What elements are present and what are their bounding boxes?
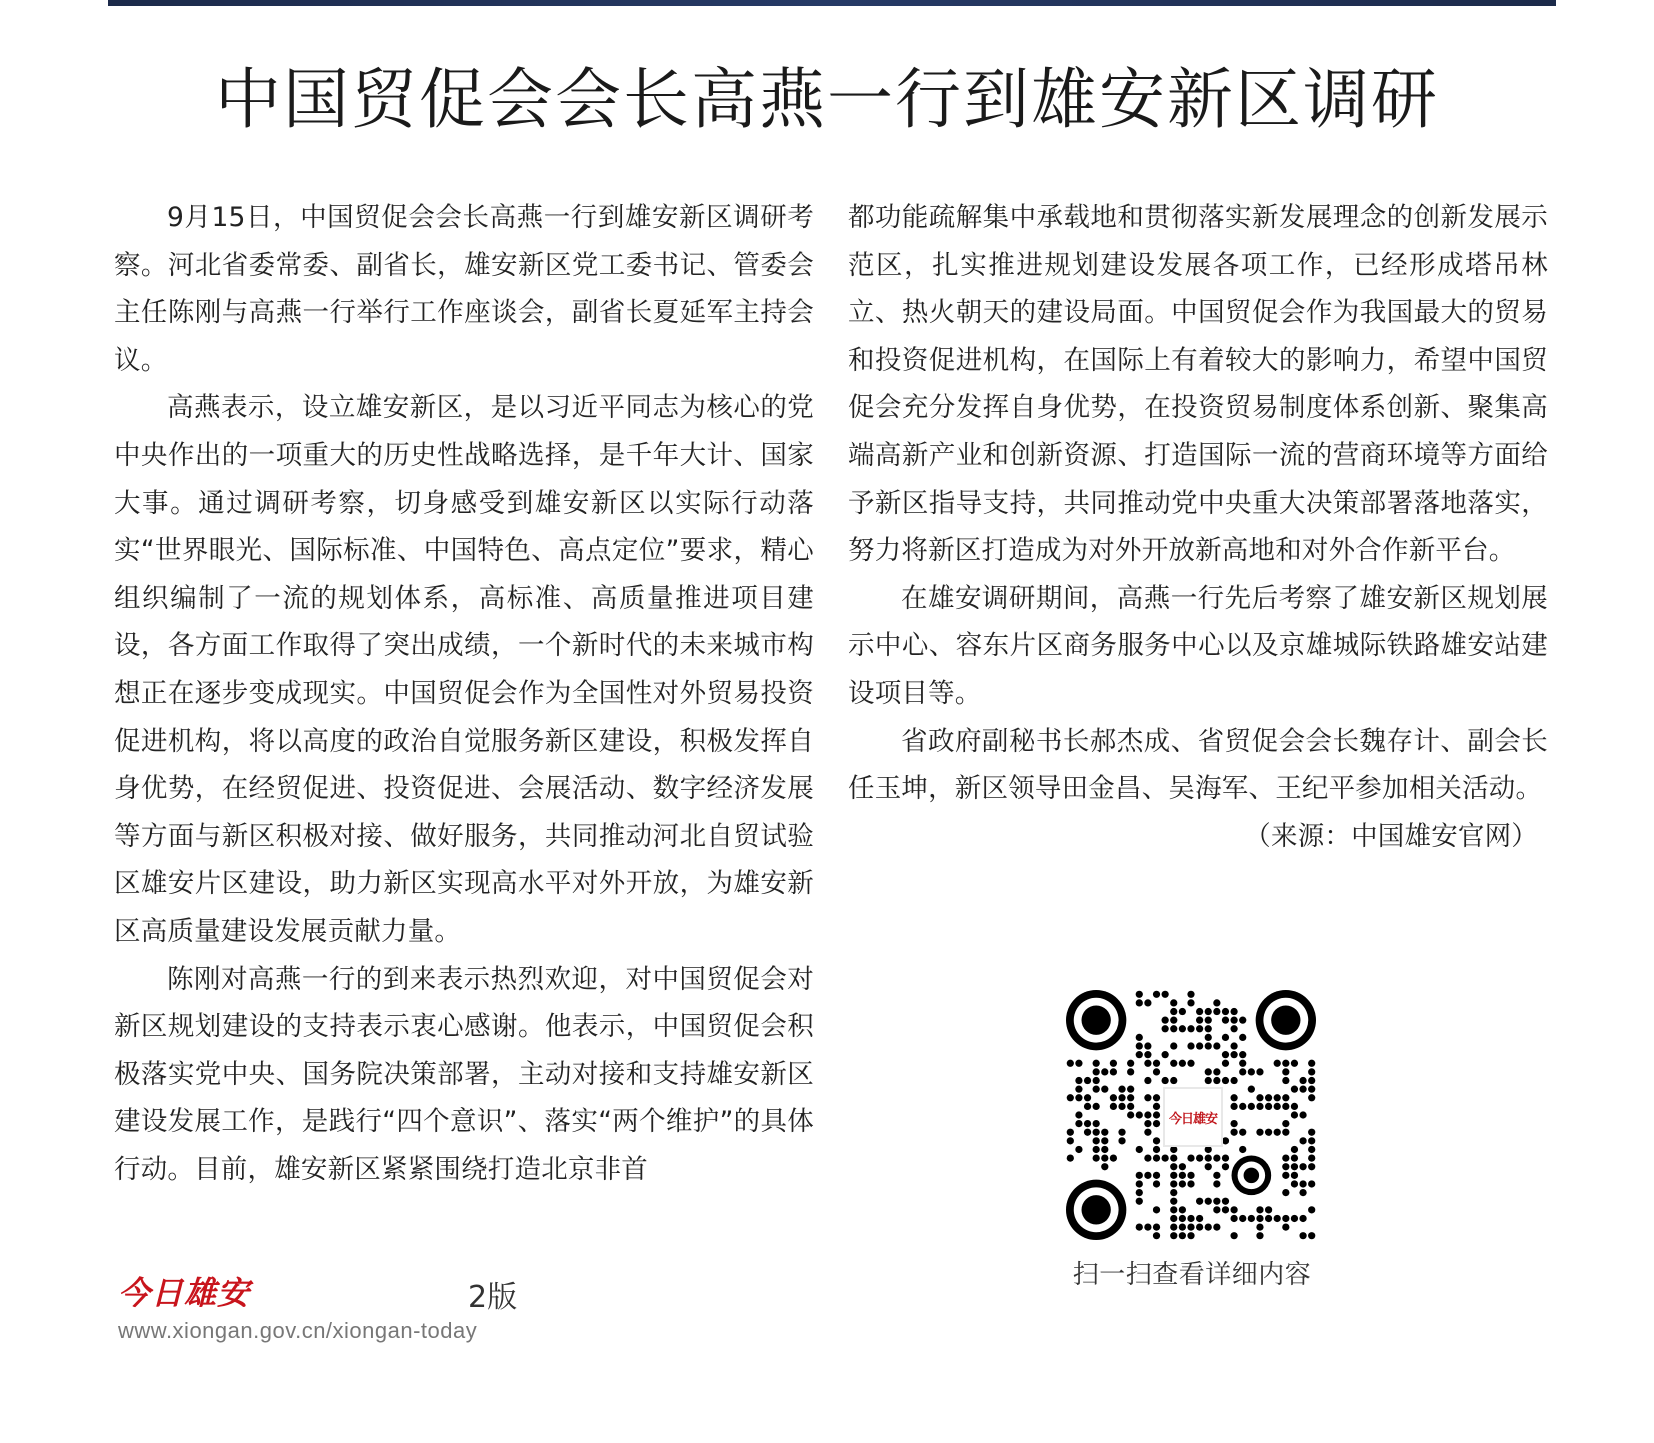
article-title: 中国贸促会会长高燕一行到雄安新区调研 xyxy=(215,61,1439,138)
top-bar xyxy=(108,0,1556,6)
edition-label: 2版 xyxy=(468,1280,518,1315)
paragraph-2: 高燕表示，设立雄安新区，是以习近平同志为核心的党中央作出的一项重大的历史性战略选择，是千年大计、国家大事。通过调研考察，切身感受到雄安新区以实际行动落实“世界眼光、国际标准、中国特色、高点定位”要求，精心组织编制了一流的规划体系，高标准、高质量推进项目建设，各方面工作取得了突出成绩，一个新时代的未来城市构想正在逐步变成现实。中国贸促会作为全国性对外贸易投资促进机构，将以高度的政治自觉服务新区建设，积极发挥自身优势，在经贸促进、投资促进、会展活动、数字经济发展等方面与新区积极对接、做好服务，共同推动河北自贸试验区雄安片区建设，助力新区实现高水平对外开放，为雄安新区高质量建设发展贡献力量。 xyxy=(114,392,814,947)
article-column-right xyxy=(848,194,1548,860)
paragraph-3-continued: 都功能疏解集中承载地和贯彻落实新发展理念的创新发展示范区，扎实推进规划建设发展各项工作，已经形成塔吊林立、热火朝天的建设局面。中国贸促会作为我国最大的贸易和投资促进机构，在国际上有着较大的影响力，希望中国贸促会充分发挥自身优势，在投资贸易制度体系创新、聚集高端高新产业和创新资源、打造国际一流的营商环境等方面给予新区指导支持，共同推动党中央重大决策部署落地落实，努力将新区打造成为对外开放新高地和对外合作新平台。 xyxy=(848,202,1548,567)
paragraph-3: 陈刚对高燕一行的到来表示热烈欢迎，对中国贸促会对新区规划建设的支持表示衷心感谢。他表示，中国贸促会积极落实党中央、国务院决策部署，主动对接和支持雄安新区建设发展工作，是践行“四个意识”、落实“两个维护”的具体行动。目前，雄安新区紧紧围绕打造北京非首 xyxy=(114,963,814,1185)
article-column-left xyxy=(114,194,814,1193)
paragraph-5: 省政府副秘书长郝杰成、省贸促会会长魏存计、副会长任玉坤，新区领导田金昌、吴海军、王纪平参加相关活动。 xyxy=(848,725,1548,805)
paragraph-1: 9月15日，中国贸促会会长高燕一行到雄安新区调研考察。河北省委常委、副省长，雄安新区党工委书记、管委会主任陈刚与高燕一行举行工作座谈会，副省长夏延军主持会议。 xyxy=(114,202,814,376)
article-source: （来源：中国雄安官网） xyxy=(1244,820,1538,852)
paragraph-4: 在雄安调研期间，高燕一行先后考察了雄安新区规划展示中心、容东片区商务服务中心以及京雄城际铁路雄安站建设项目等。 xyxy=(848,582,1548,709)
qr-caption: 扫一扫查看详细内容 xyxy=(1072,1260,1312,1290)
qr-center-logo xyxy=(1163,1087,1223,1147)
website-link[interactable]: www.xiongan.gov.cn/xiongan-today xyxy=(118,1318,478,1343)
qr-code[interactable] xyxy=(1066,990,1316,1240)
qr-logo-text: 今日雄安 xyxy=(1168,1111,1217,1127)
footer-logo: 今日雄安 xyxy=(118,1274,251,1312)
